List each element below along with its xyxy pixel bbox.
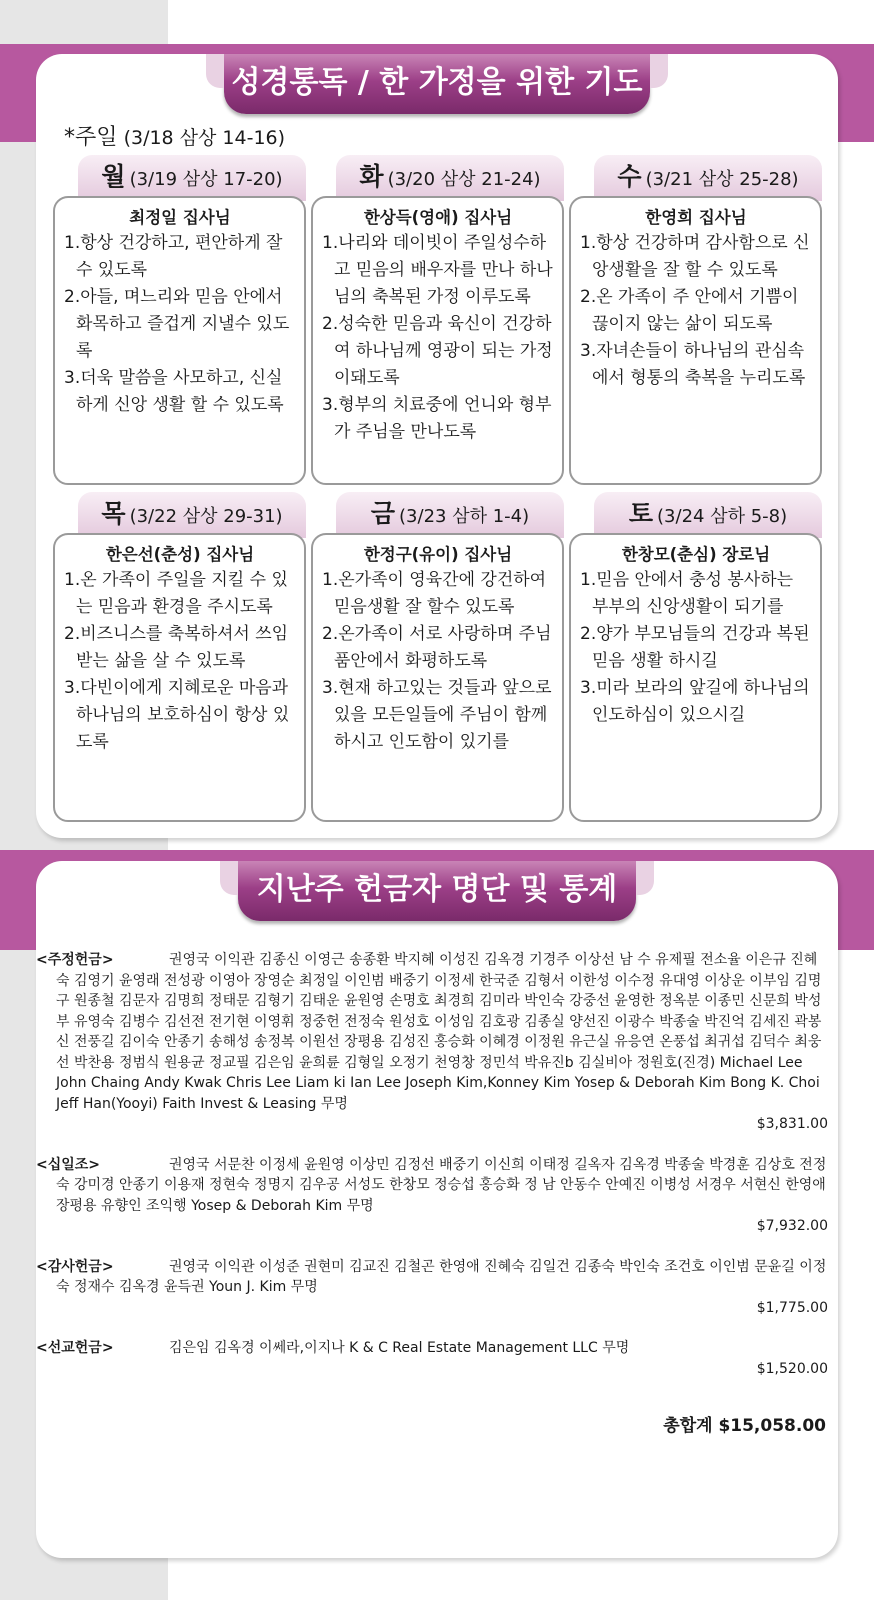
offering-amount: $1,520.00 [756, 1360, 828, 1377]
prayer-box-fri [311, 533, 564, 822]
offering-name-list: 권영국 이익관 이성준 권현미 김교진 김철곤 한영애 진혜숙 김일건 김종숙 박인숙 조건호 이인범 문윤길 이정숙 정재수 김옥경 윤득권 Youn J. Kim 무명 [56, 1258, 827, 1295]
day-name: 화 [359, 162, 384, 191]
prayer-item: 2.아들, 며느리와 믿음 안에서 화목하고 즐겁게 지낼수 있도록 [64, 287, 290, 361]
prayer-person: 한정구(유이) 집사님 [363, 545, 513, 564]
day-header-fri [336, 492, 564, 538]
prayer-person: 한창모(춘심) 장로님 [621, 545, 771, 564]
day-header-wed [594, 155, 822, 201]
offering-list [36, 950, 828, 1399]
offering-total: 총합계 $15,058.00 [663, 1416, 826, 1436]
offering-category-thanks [36, 1257, 828, 1319]
day-ref: (3/20 삼상 21-24) [387, 169, 541, 190]
day-header-tue [336, 155, 564, 201]
offering-name-list: 김은임 김옥경 이쎄라,이지나 K & C Real Estate Management LLC 무명 [169, 1340, 630, 1356]
prayer-box-mon [53, 196, 306, 485]
section2-title: 지난주 헌금자 명단 및 통계 [238, 861, 636, 921]
offering-names [36, 1338, 828, 1359]
day-header-sat [594, 492, 822, 538]
day-header-thu [78, 492, 306, 538]
day-name: 목 [101, 499, 126, 528]
day-ref: (3/23 삼하 1-4) [399, 506, 530, 527]
prayer-item: 2.양가 부모님들의 건강과 복된 믿음 생활 하시길 [580, 624, 810, 671]
day-ref: (3/24 삼하 5-8) [657, 506, 788, 527]
prayer-item: 3.형부의 치료중에 언니와 형부가 주님을 만나도록 [322, 395, 552, 442]
offering-category-weekly [36, 950, 828, 1135]
prayer-box-thu [53, 533, 306, 822]
offering-name-list: 권영국 서문찬 이정세 윤원영 이상민 김정선 배중기 이신희 이태정 길옥자 김옥경 박종술 박경훈 김상호 전정숙 강미경 안종기 이용재 정현숙 정명지 김우공 서성도 한창모 정승섭 홍승화 정 남 안동수 안예진 이병성 서경우 서현신 한영애 장평용 유향인 조익행 Yosep & Deborah Kim 무명 [56, 1156, 827, 1214]
section1-title: 성경통독 / 한 가정을 위한 기도 [224, 54, 650, 114]
prayer-box-sat [569, 533, 822, 822]
offering-label: <감사헌금> [36, 1258, 114, 1275]
prayer-item: 1.온 가족이 주일을 지킬 수 있는 믿음과 환경을 주시도록 [64, 570, 288, 617]
offering-names [36, 950, 828, 1114]
day-name: 토 [628, 499, 654, 528]
day-name: 월 [101, 162, 126, 191]
sunday-label: *주일 [64, 125, 118, 150]
prayer-person: 한영희 집사님 [645, 208, 747, 227]
prayer-box-tue [311, 196, 564, 485]
prayer-item: 3.다빈이에게 지혜로운 마음과 하나님의 보호하심이 항상 있도록 [64, 678, 290, 752]
prayer-item: 3.현재 하고있는 것들과 앞으로 있을 모든일들에 주님이 함께하시고 인도함이 있기를 [322, 678, 552, 752]
prayer-item: 1.항상 건강하며 감사함으로 신앙생활을 잘 할 수 있도록 [580, 233, 810, 280]
prayer-item: 3.자녀손들이 하나님의 관심속에서 형통의 축복을 누리도록 [580, 341, 806, 388]
day-ref: (3/21 삼상 25-28) [645, 169, 799, 190]
offering-category-mission [36, 1338, 828, 1379]
prayer-item: 1.믿음 안에서 충성 봉사하는 부부의 신앙생활이 되기를 [580, 570, 794, 617]
offering-amount: $1,775.00 [756, 1299, 828, 1316]
prayer-item: 1.나리와 데이빗이 주일성수하고 믿음의 배우자를 만나 하나님의 축복된 가정 이루도록 [322, 233, 553, 307]
offering-name-list: 권영국 이익관 김종신 이영근 송종환 박지혜 이성진 김옥경 기경주 이상선 남 수 유제필 전소율 이은규 진혜숙 김영기 윤영래 전성광 이영아 장영순 최정일 이인범 배중기 이정세 한국준 김형서 이한성 이수정 유대영 이상운 이부임 김명구 원종철 김문자 김명희 정태문 김형기 김태운 윤원영 손명호 최경희 김미라 박인숙 강중선 윤영한 정옥분 이종민 신문희 박성부 유영숙 김병수 김선전 전기현 이영휘 정중헌 전정숙 원성호 이성임 김호광 김종실 양선진 이광수 박종술 박진억 김세진 곽봉신 전풍길 김이숙 안종기 송해성 송정복 이원선 장평용 김성진 홍승화 이혜경 이정원 유근실 유응연 온풍섭 최귀섭 김덕수 최웅선 박찬용 정범식 원용균 정교필 김은임 윤희륜 김형일 오정기 천영창 정민석 박유진b 김실비아 정원호(진경) Michael Lee John Chaing Andy Kwak Chris Lee Liam ki Ian Lee Joseph Kim,Konney Kim Yosep & Deborah Kim Bong K. Choi Jeff Han(Yooyi) Faith Invest & Leasing 무명 [56, 952, 822, 1112]
prayer-person: 한은선(춘성) 집사님 [105, 545, 255, 564]
prayer-item: 1.항상 건강하고, 편안하게 잘 수 있도록 [64, 233, 283, 280]
day-ref: (3/22 삼상 29-31) [129, 506, 283, 527]
prayer-box-wed [569, 196, 822, 485]
day-name: 금 [370, 499, 396, 528]
sunday-ref: (3/18 삼상 14-16) [123, 127, 286, 149]
prayer-item: 2.온 가족이 주 안에서 기쁨이 끊이지 않는 삶이 되도록 [580, 287, 799, 334]
offering-names [36, 1155, 828, 1217]
day-header-mon [78, 155, 306, 201]
offering-label: <주정헌금> [36, 952, 114, 968]
prayer-item: 2.비즈니스를 축복하셔서 쓰임 받는 삶을 살 수 있도록 [64, 624, 289, 671]
prayer-item: 2.성숙한 믿음과 육신이 건강하여 하나님께 영광이 되는 가정 이돼도록 [322, 314, 553, 388]
offering-names [36, 1257, 828, 1298]
prayer-item: 2.온가족이 서로 사랑하며 주님 품안에서 화평하도록 [322, 624, 552, 671]
offering-category-tithe [36, 1155, 828, 1237]
prayer-person: 한상득(영애) 집사님 [363, 208, 513, 227]
day-name: 수 [617, 162, 642, 191]
prayer-person: 최정일 집사님 [129, 208, 231, 227]
offering-label: <선교헌금> [36, 1340, 114, 1356]
prayer-item: 1.온가족이 영육간에 강건하여 믿음생활 잘 할수 있도록 [322, 570, 547, 617]
offering-amount: $3,831.00 [756, 1116, 828, 1132]
sunday-reading [64, 120, 285, 151]
prayer-item: 3.더욱 말씀을 사모하고, 신실하게 신앙 생활 할 수 있도록 [64, 368, 284, 415]
offering-amount: $7,932.00 [756, 1218, 828, 1234]
prayer-item: 3.미라 보라의 앞길에 하나님의 인도하심이 있으시길 [580, 678, 810, 725]
day-ref: (3/19 삼상 17-20) [129, 169, 283, 190]
offering-label: <십일조> [36, 1156, 101, 1173]
